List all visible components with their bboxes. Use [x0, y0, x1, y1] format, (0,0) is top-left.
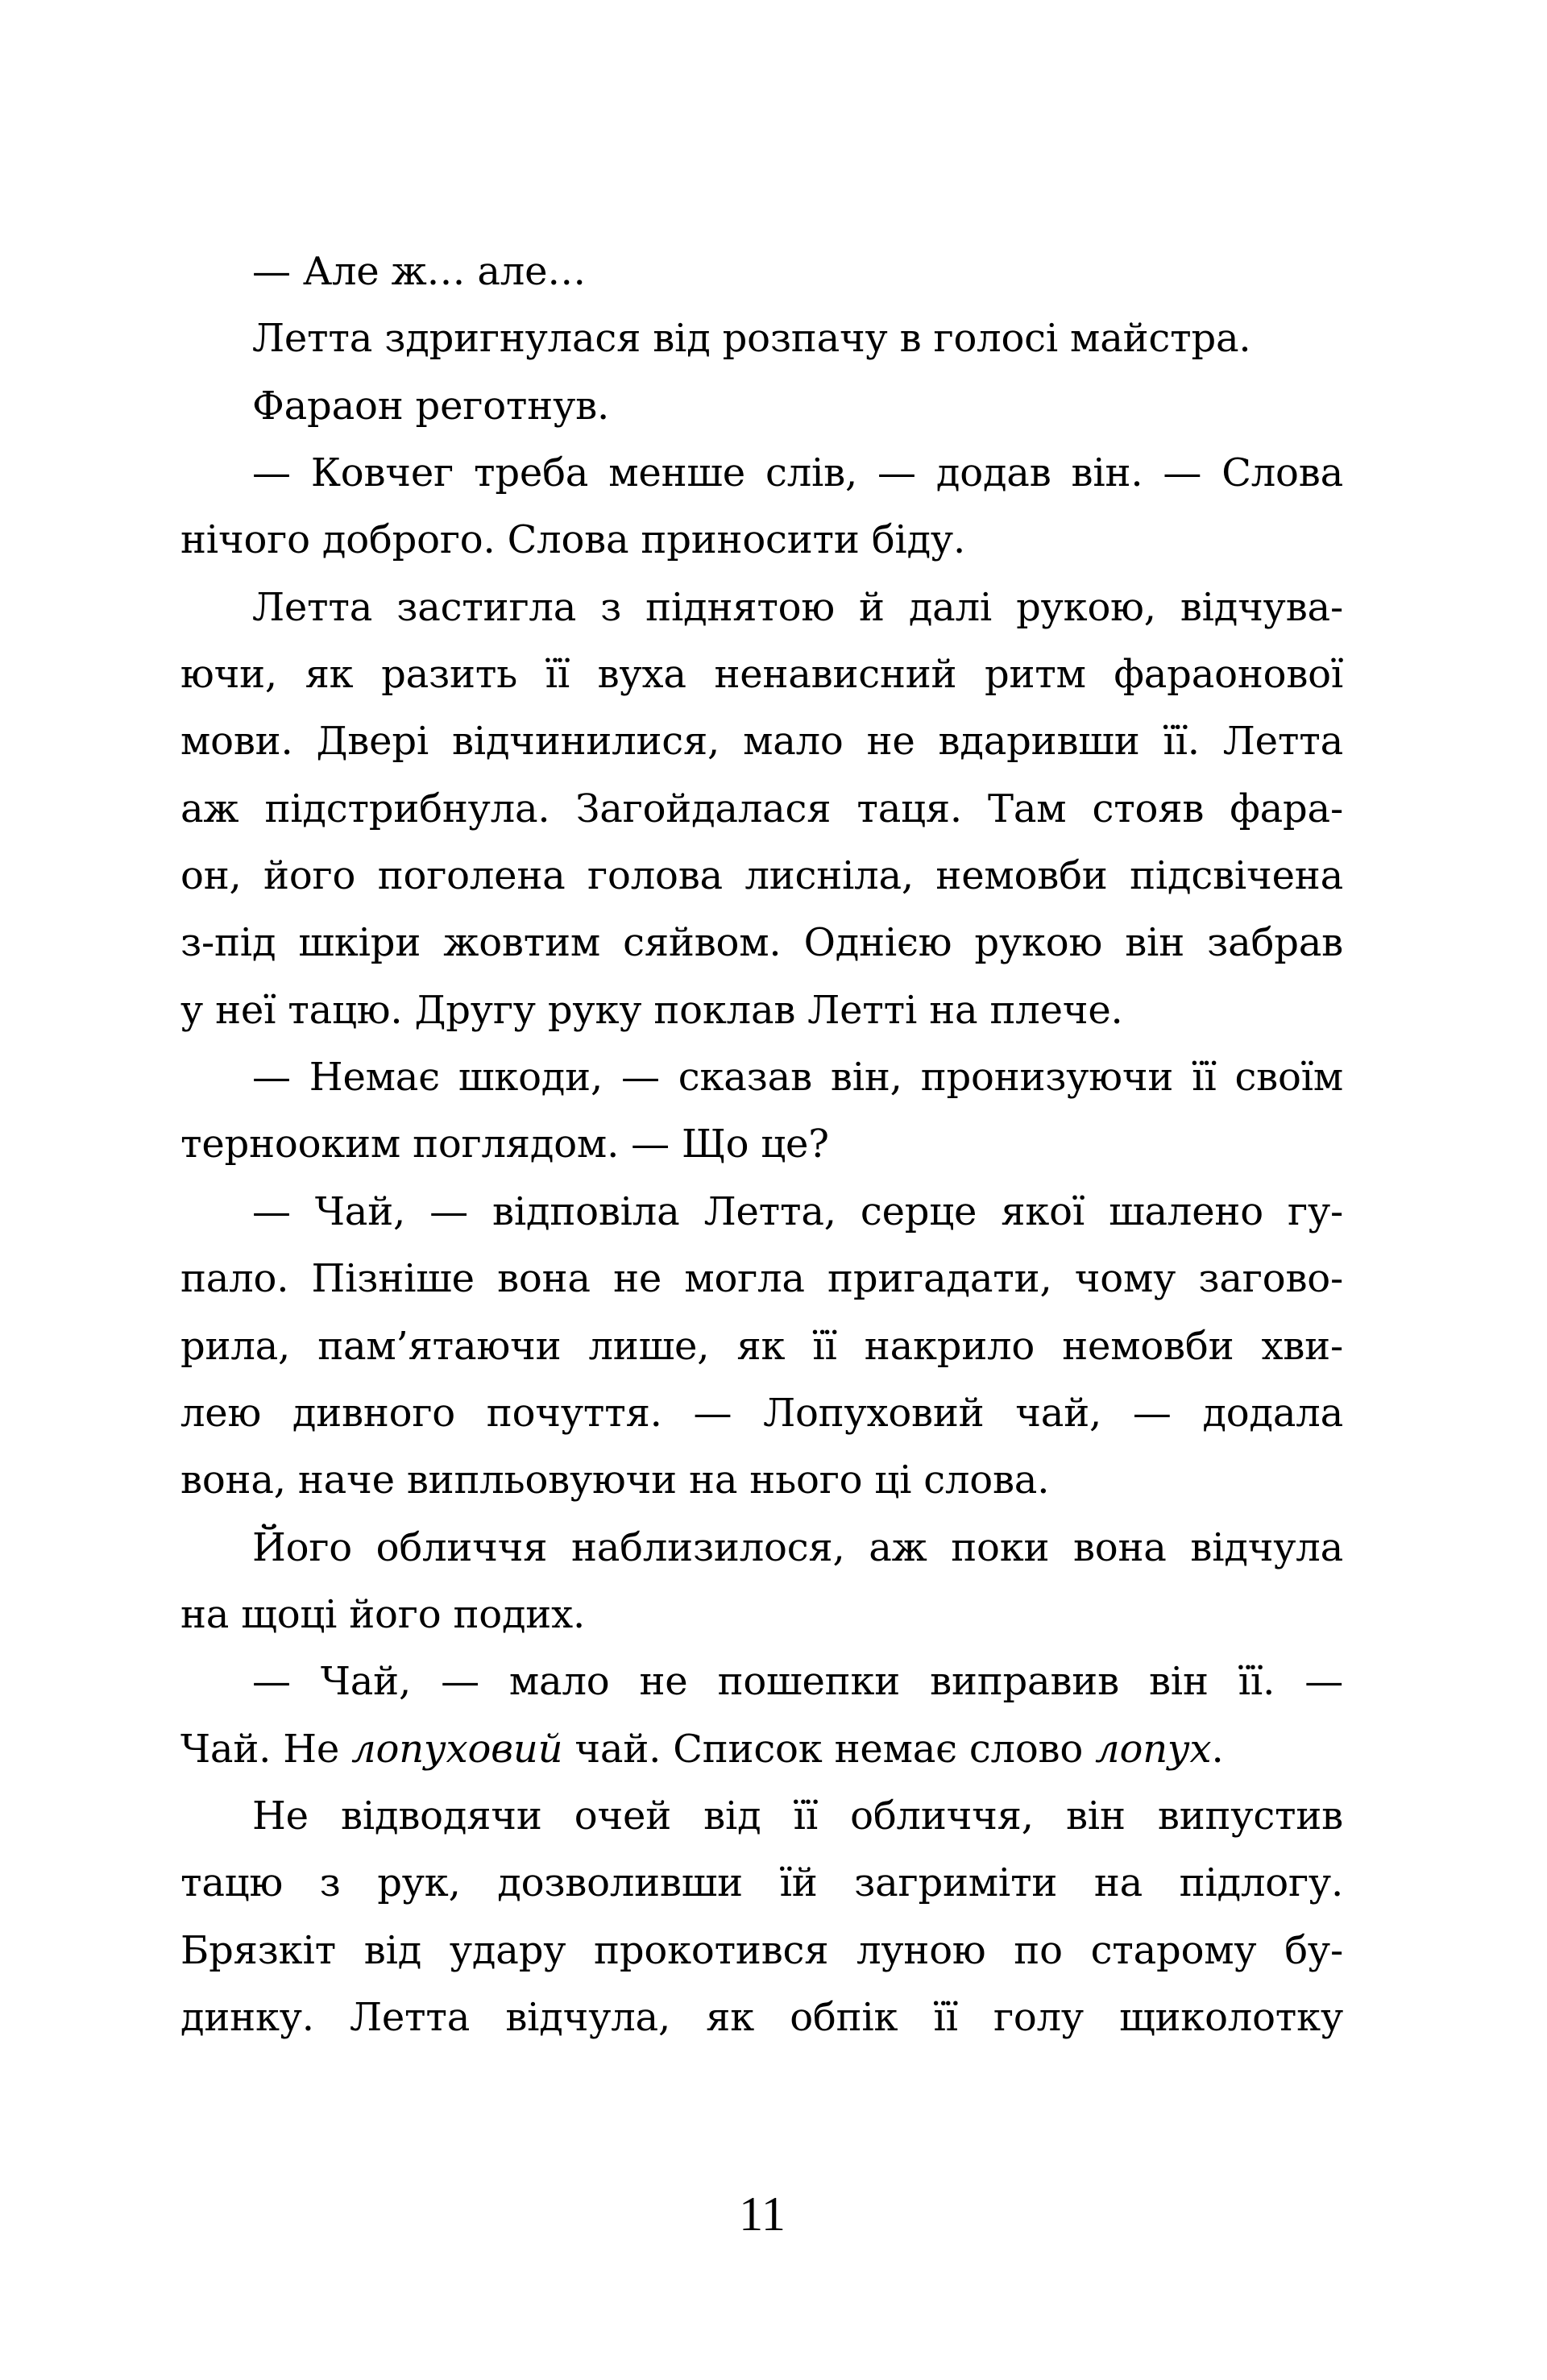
text-line: — Чай, — відповіла Летта, серце якої шалено гу-	[252, 1188, 1343, 1234]
text-line: — Чай, — мало не пошепки виправив він її. —	[252, 1659, 1343, 1705]
text-line: на щоці його подих.	[180, 1591, 586, 1637]
text-line: мови. Двері відчинилися, мало не вдаривши її. Летта	[180, 719, 1343, 765]
text-segment: .	[1211, 1726, 1224, 1772]
text-line: — Ковчег треба менше слів, — додав він. — Слова	[252, 450, 1343, 496]
text-line: ючи, як разить її вуха ненависний ритм фараонової	[180, 652, 1343, 698]
text-line: — Але ж… але…	[252, 249, 587, 294]
text-line: Летта застигла з піднятою й далі рукою, відчува-	[252, 584, 1343, 630]
text-line-with-italics	[180, 1716, 1343, 1783]
italic-word: лопуховий	[351, 1726, 563, 1772]
text-line: Брязкіт від удару прокотився луною по старому бу-	[180, 1927, 1343, 1973]
body-text	[180, 238, 1343, 2051]
page-number: 11	[739, 2187, 786, 2241]
text-line: тернооким поглядом. — Що це?	[180, 1122, 829, 1167]
italic-word: лопух	[1095, 1726, 1212, 1772]
text-line: Не відводячи очей від її обличчя, він випустив	[252, 1793, 1343, 1839]
text-line: — Немає шкоди, — сказав він, пронизуючи її своїм	[252, 1055, 1343, 1101]
text-line: рила, пам’ятаючи лише, як її накрило немовби хви-	[180, 1323, 1343, 1369]
text-line: тацю з рук, дозволивши їй загриміти на підлогу.	[180, 1860, 1343, 1906]
text-line: динку. Летта відчула, як обпік її голу щиколотку	[180, 1994, 1343, 2040]
text-line: лею дивного почуття. — Лопуховий чай, — додала	[180, 1390, 1343, 1436]
text-line: у неї тацю. Другу руку поклав Летті на плече.	[180, 987, 1123, 1033]
text-line: пало. Пізніше вона не могла пригадати, чому загово-	[180, 1256, 1343, 1302]
text-line: Його обличчя наблизилося, аж поки вона відчула	[252, 1524, 1343, 1570]
text-line: Летта здригнулася від розпачу в голосі майстра.	[252, 316, 1251, 362]
text-segment: Чай. Не	[180, 1726, 352, 1772]
text-line: он, його поголена голова лисніла, немовби підсвічена	[180, 853, 1343, 899]
text-segment: чай. Список немає слово	[562, 1726, 1096, 1772]
text-line: Фараон реготнув.	[252, 383, 610, 429]
text-line: аж підстрибнула. Загойдалася таця. Там стояв фара-	[180, 786, 1343, 831]
text-line: вона, наче випльовуючи на нього ці слова.	[180, 1457, 1050, 1503]
text-line: з-під шкіри жовтим сяйвом. Однією рукою він забрав	[180, 920, 1343, 966]
text-line: нічого доброго. Слова приносити біду.	[180, 517, 966, 563]
